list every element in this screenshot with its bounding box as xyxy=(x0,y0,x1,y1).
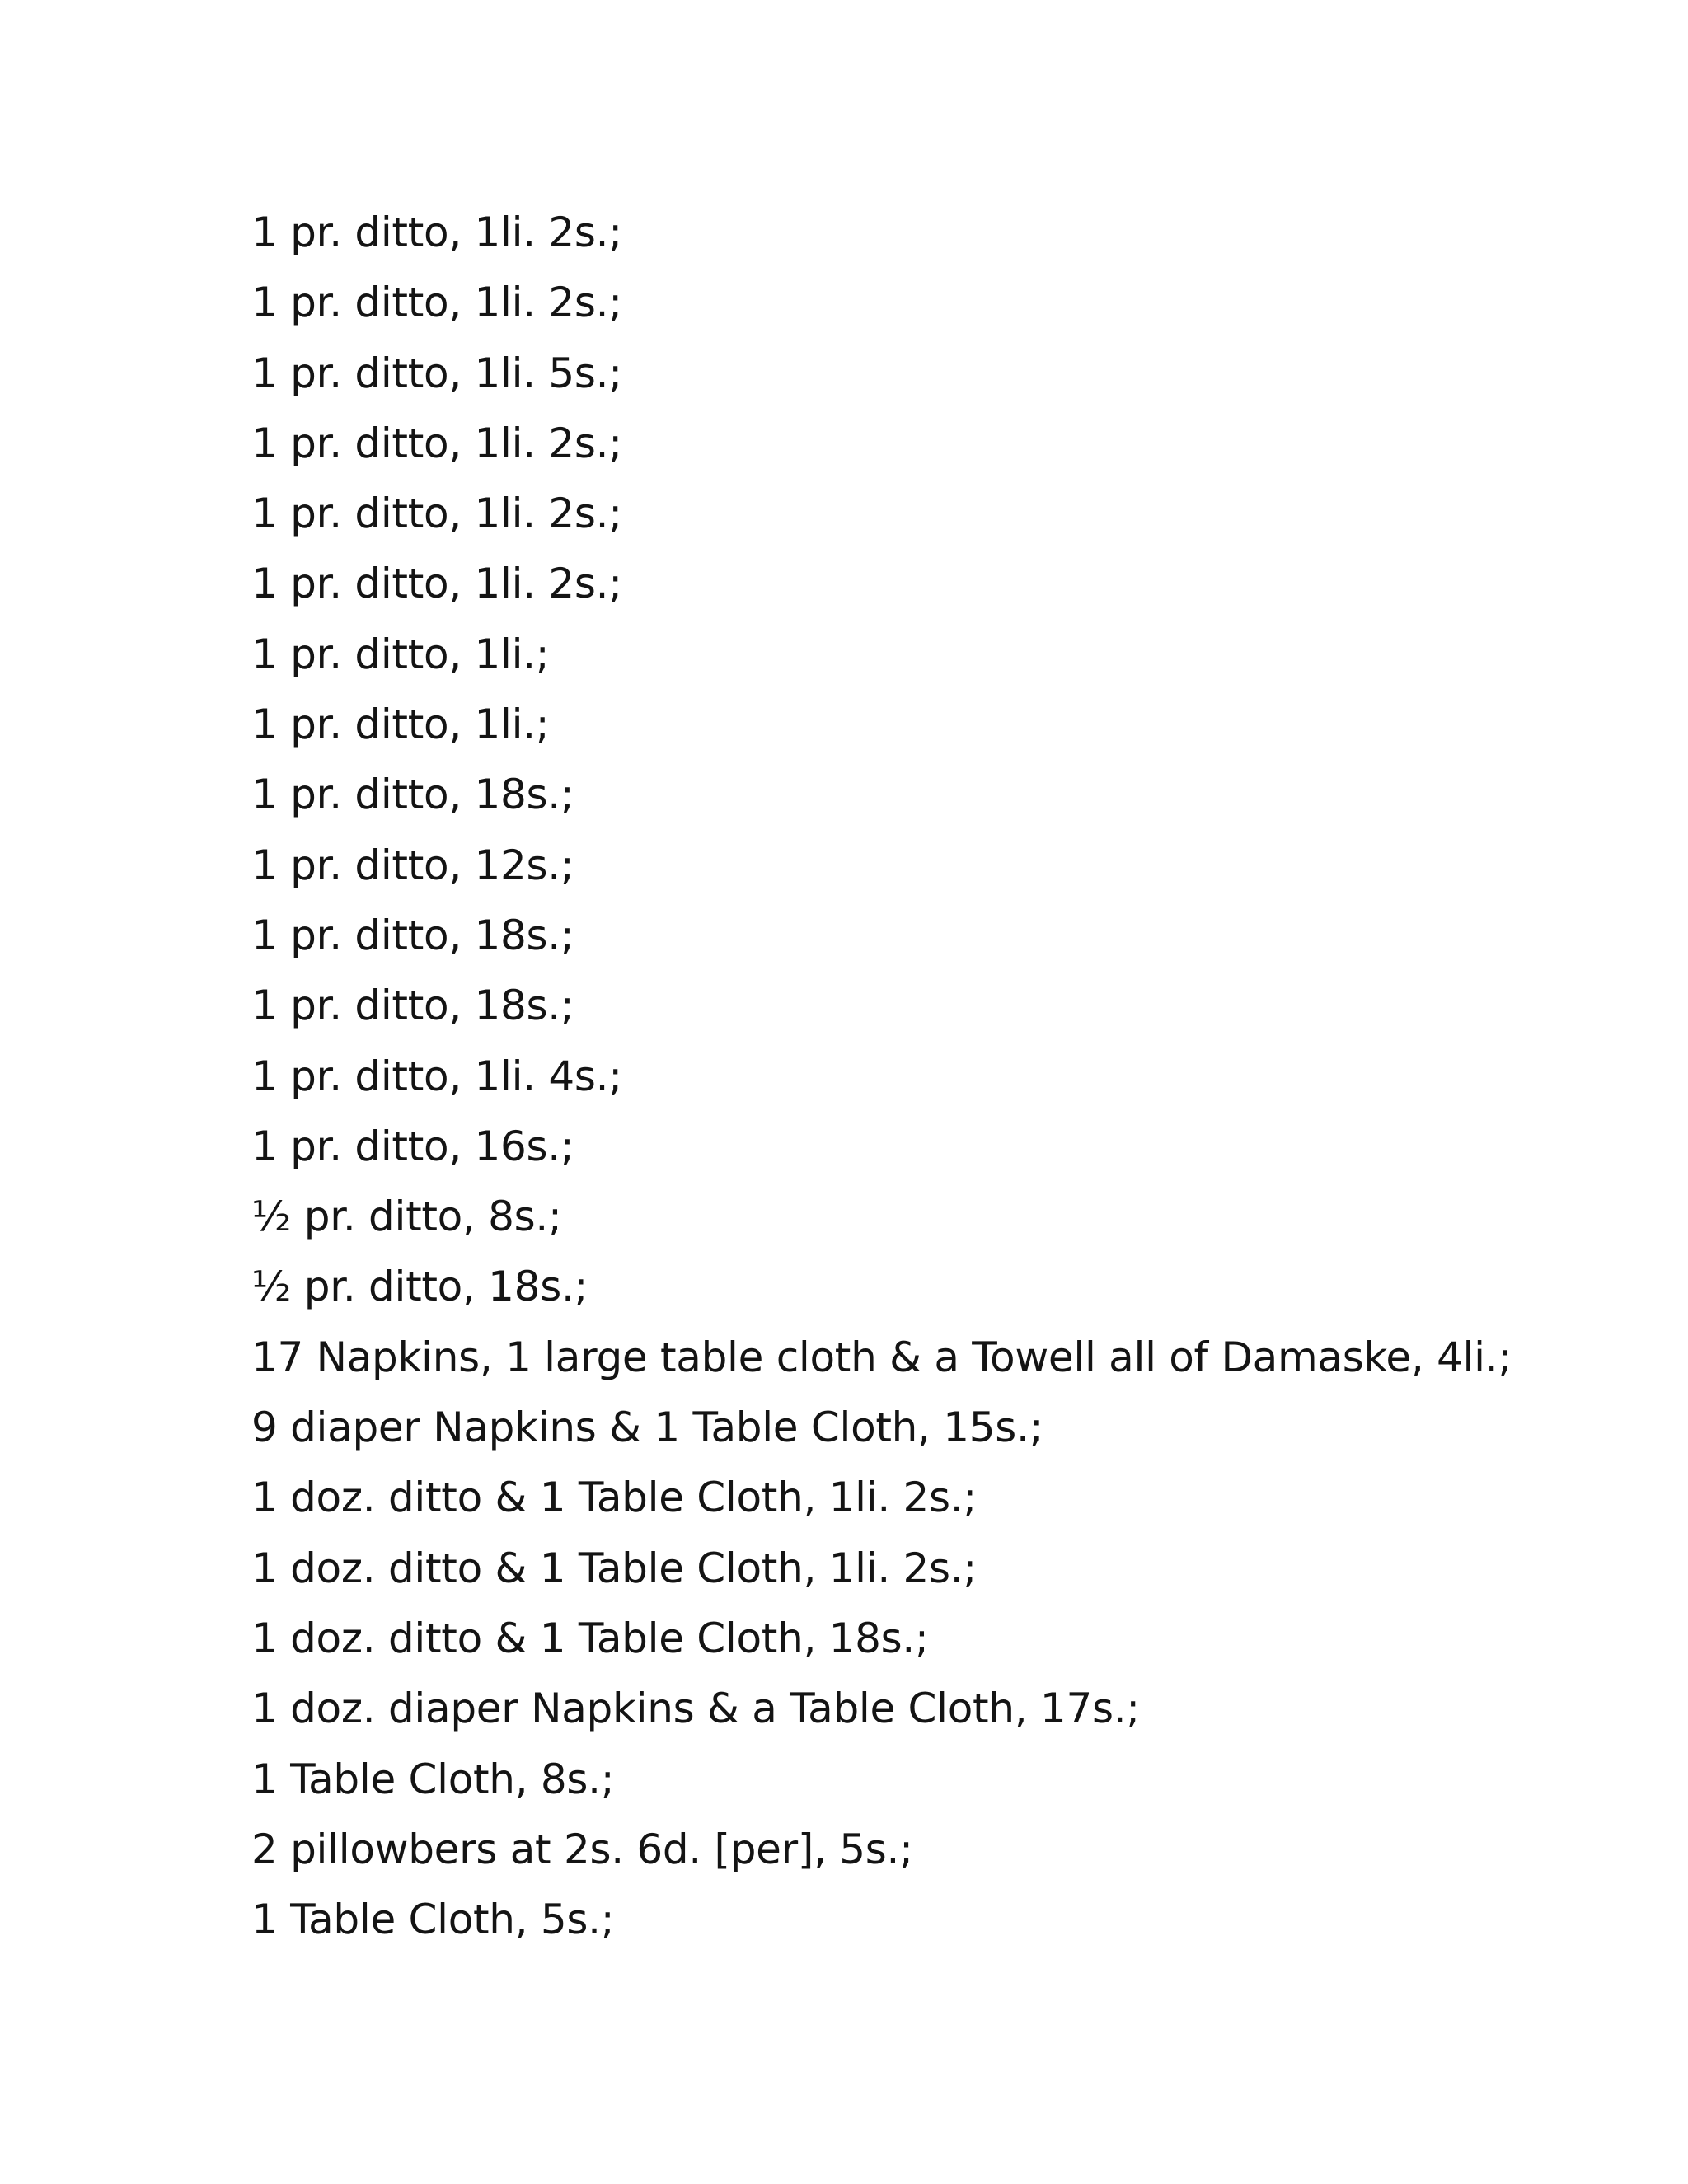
inventory-line: 1 doz. ditto & 1 Table Cloth, 1li. 2s.; xyxy=(251,1544,977,1592)
inventory-line: 1 pr. ditto, 16s.; xyxy=(251,1122,574,1170)
inventory-line: 1 doz. ditto & 1 Table Cloth, 18s.; xyxy=(251,1614,929,1662)
inventory-line: 9 diaper Napkins & 1 Table Cloth, 15s.; xyxy=(251,1404,1043,1452)
inventory-line: 1 pr. ditto, 18s.; xyxy=(251,982,574,1030)
inventory-line: 1 pr. ditto, 1li. 2s.; xyxy=(251,209,622,256)
inventory-line: 1 Table Cloth, 8s.; xyxy=(251,1755,615,1803)
inventory-line: 2 pillowbers at 2s. 6d. [per], 5s.; xyxy=(251,1825,913,1873)
inventory-line: ½ pr. ditto, 8s.; xyxy=(251,1193,562,1241)
inventory-line: 1 pr. ditto, 18s.; xyxy=(251,771,574,819)
inventory-line: ½ pr. ditto, 18s.; xyxy=(251,1263,588,1311)
inventory-line: 1 Table Cloth, 5s.; xyxy=(251,1896,615,1944)
inventory-line: 1 pr. ditto, 12s.; xyxy=(251,841,574,889)
inventory-line: 1 doz. ditto & 1 Table Cloth, 1li. 2s.; xyxy=(251,1474,977,1522)
inventory-line: 1 pr. ditto, 1li. 2s.; xyxy=(251,560,622,608)
inventory-line: 1 pr. ditto, 1li. 2s.; xyxy=(251,419,622,467)
inventory-line: 1 pr. ditto, 1li. 2s.; xyxy=(251,279,622,327)
inventory-line: 1 pr. ditto, 1li. 2s.; xyxy=(251,490,622,538)
inventory-line: 1 pr. ditto, 1li. 4s.; xyxy=(251,1052,622,1100)
inventory-line: 1 doz. diaper Napkins & a Table Cloth, 17s.; xyxy=(251,1685,1140,1733)
inventory-line: 17 Napkins, 1 large table cloth & a Towell all of Damaske, 4li.; xyxy=(251,1333,1512,1381)
inventory-line: 1 pr. ditto, 1li.; xyxy=(251,701,550,749)
inventory-line: 1 pr. ditto, 1li. 5s.; xyxy=(251,349,622,397)
inventory-line: 1 pr. ditto, 18s.; xyxy=(251,911,574,959)
inventory-line: 1 pr. ditto, 1li.; xyxy=(251,630,550,678)
inventory-list xyxy=(251,198,1653,1955)
